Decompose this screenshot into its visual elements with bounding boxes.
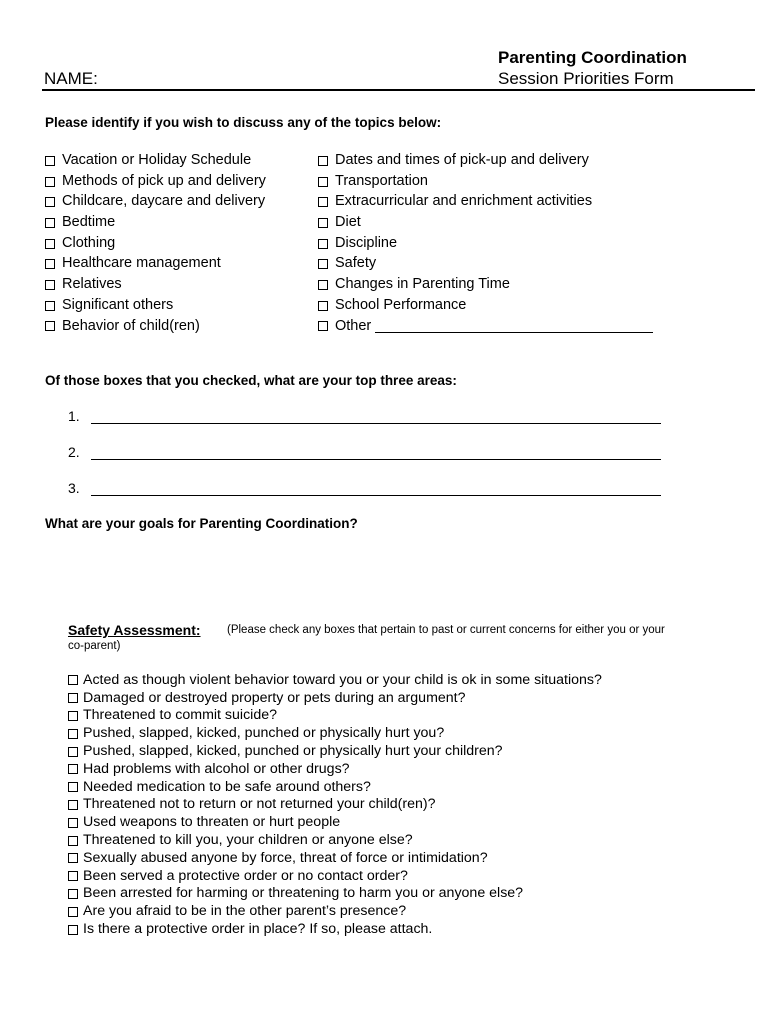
topic-item[interactable] <box>45 295 266 316</box>
other-blank-field[interactable] <box>375 318 653 333</box>
checkbox[interactable] <box>68 871 78 881</box>
topic-item[interactable] <box>45 316 266 337</box>
safety-item-label: Threatened to kill you, your children or anyone else? <box>83 832 413 849</box>
topic-label: Childcare, daycare and delivery <box>62 193 266 210</box>
checkbox[interactable] <box>68 764 78 774</box>
safety-item-label: Sexually abused anyone by force, threat of force or intimidation? <box>83 849 488 866</box>
safety-item[interactable] <box>68 778 602 796</box>
checkbox[interactable] <box>318 156 328 166</box>
name-label: NAME: <box>44 69 98 88</box>
safety-item[interactable] <box>68 813 602 831</box>
topic-label: Transportation <box>335 172 428 189</box>
topic-label: Changes in Parenting Time <box>335 276 510 293</box>
checkbox[interactable] <box>45 156 55 166</box>
topic-label: Other <box>335 317 372 334</box>
checkbox[interactable] <box>68 907 78 917</box>
checkbox[interactable] <box>68 836 78 846</box>
safety-item-label: Had problems with alcohol or other drugs? <box>83 760 350 777</box>
topic-label: Bedtime <box>62 214 116 231</box>
safety-item[interactable] <box>68 831 602 849</box>
safety-item[interactable] <box>68 867 602 885</box>
checkbox[interactable] <box>68 782 78 792</box>
topic-item[interactable] <box>45 150 266 171</box>
topic-label: Discipline <box>335 234 398 251</box>
safety-item[interactable] <box>68 760 602 778</box>
goals-prompt: What are your goals for Parenting Coordination? <box>45 516 358 531</box>
safety-item[interactable] <box>68 902 602 920</box>
topic-label: Significant others <box>62 296 174 313</box>
checkbox[interactable] <box>45 197 55 207</box>
safety-item[interactable] <box>68 671 602 689</box>
topic-item[interactable] <box>45 171 266 192</box>
checkbox[interactable] <box>45 218 55 228</box>
checkbox[interactable] <box>68 747 78 757</box>
topic-label: School Performance <box>335 296 467 313</box>
topic-item[interactable] <box>318 191 653 212</box>
rank-number: 3. <box>68 480 80 496</box>
topic-label: Methods of pick up and delivery <box>62 172 266 189</box>
safety-checklist <box>68 671 602 938</box>
checkbox[interactable] <box>68 818 78 828</box>
topic-label: Safety <box>335 255 377 272</box>
safety-item[interactable] <box>68 920 602 938</box>
topics-prompt: Please identify if you wish to discuss any of the topics below: <box>45 115 442 130</box>
topic-item-other[interactable] <box>318 316 653 337</box>
checkbox[interactable] <box>68 800 78 810</box>
safety-item[interactable] <box>68 885 602 903</box>
checkbox[interactable] <box>318 197 328 207</box>
checkbox[interactable] <box>45 321 55 331</box>
safety-item[interactable] <box>68 849 602 867</box>
topic-item[interactable] <box>318 274 653 295</box>
safety-heading: Safety Assessment: <box>68 622 201 638</box>
checkbox[interactable] <box>45 239 55 249</box>
topic-label: Diet <box>335 214 361 231</box>
topic-item[interactable] <box>318 171 653 192</box>
safety-item[interactable] <box>68 796 602 814</box>
safety-item-label: Pushed, slapped, kicked, punched or physically hurt you? <box>83 725 445 742</box>
safety-item[interactable] <box>68 724 602 742</box>
safety-item-label: Been arrested for harming or threatening to harm you or anyone else? <box>83 885 524 902</box>
checkbox[interactable] <box>68 693 78 703</box>
topic-item[interactable] <box>318 212 653 233</box>
topic-item[interactable] <box>318 295 653 316</box>
topic-item[interactable] <box>45 191 266 212</box>
checkbox[interactable] <box>318 280 328 290</box>
checkbox[interactable] <box>318 259 328 269</box>
safety-item-label: Needed medication to be safe around others? <box>83 778 371 795</box>
topic-label: Behavior of child(ren) <box>62 317 200 334</box>
checkbox[interactable] <box>68 889 78 899</box>
rank-3-field[interactable] <box>91 495 661 496</box>
topic-label: Relatives <box>62 276 122 293</box>
topic-label: Healthcare management <box>62 255 221 272</box>
safety-item-label: Been served a protective order or no contact order? <box>83 867 408 884</box>
safety-item-label: Are you afraid to be in the other parent’s presence? <box>83 903 407 920</box>
rank-number: 2. <box>68 444 80 460</box>
checkbox[interactable] <box>68 729 78 739</box>
topic-item[interactable] <box>318 150 653 171</box>
safety-item-label: Damaged or destroyed property or pets during an argument? <box>83 689 466 706</box>
topic-label: Extracurricular and enrichment activities <box>335 193 593 210</box>
checkbox[interactable] <box>45 301 55 311</box>
topics-left-column <box>45 150 266 336</box>
topic-item[interactable] <box>45 233 266 254</box>
rank-number: 1. <box>68 408 80 424</box>
checkbox[interactable] <box>318 239 328 249</box>
topic-item[interactable] <box>45 274 266 295</box>
top-three-prompt: Of those boxes that you checked, what are your top three areas: <box>45 373 457 388</box>
safety-item[interactable] <box>68 689 602 707</box>
topic-item[interactable] <box>318 233 653 254</box>
checkbox[interactable] <box>318 218 328 228</box>
topic-label: Dates and times of pick-up and delivery <box>335 152 589 168</box>
checkbox[interactable] <box>68 675 78 685</box>
checkbox[interactable] <box>45 177 55 187</box>
checkbox[interactable] <box>68 925 78 935</box>
safety-note-continued: co-parent) <box>68 640 121 652</box>
topic-item[interactable] <box>45 253 266 274</box>
rank-2-field[interactable] <box>91 459 661 460</box>
checkbox[interactable] <box>318 321 328 331</box>
checkbox[interactable] <box>45 259 55 269</box>
goals-answer-area[interactable] <box>45 538 725 608</box>
rank-1-field[interactable] <box>91 423 661 424</box>
safety-item-label: Threatened to commit suicide? <box>83 707 277 724</box>
checkbox[interactable] <box>68 711 78 721</box>
topics-right-column <box>318 150 653 336</box>
header-divider <box>42 89 755 91</box>
safety-item[interactable] <box>68 742 602 760</box>
topic-item[interactable] <box>318 253 653 274</box>
safety-item-label: Threatened not to return or not returned your child(ren)? <box>83 796 436 813</box>
checkbox[interactable] <box>68 853 78 863</box>
safety-item-label: Acted as though violent behavior toward you or your child is ok in some situations? <box>83 671 602 688</box>
checkbox[interactable] <box>318 301 328 311</box>
checkbox[interactable] <box>45 280 55 290</box>
topic-label: Clothing <box>62 234 116 251</box>
checkbox[interactable] <box>318 177 328 187</box>
form-subtitle: Session Priorities Form <box>498 69 674 88</box>
safety-item-label: Used weapons to threaten or hurt people <box>83 814 341 831</box>
safety-note: (Please check any boxes that pertain to past or current concerns for either you or your <box>227 624 665 636</box>
safety-item-label: Pushed, slapped, kicked, punched or physically hurt your children? <box>83 743 503 760</box>
safety-item[interactable] <box>68 707 602 725</box>
topic-item[interactable] <box>45 212 266 233</box>
form-title: Parenting Coordination <box>498 48 687 67</box>
safety-item-label: Is there a protective order in place? If so, please attach. <box>83 921 433 938</box>
topic-label: Vacation or Holiday Schedule <box>62 152 252 168</box>
